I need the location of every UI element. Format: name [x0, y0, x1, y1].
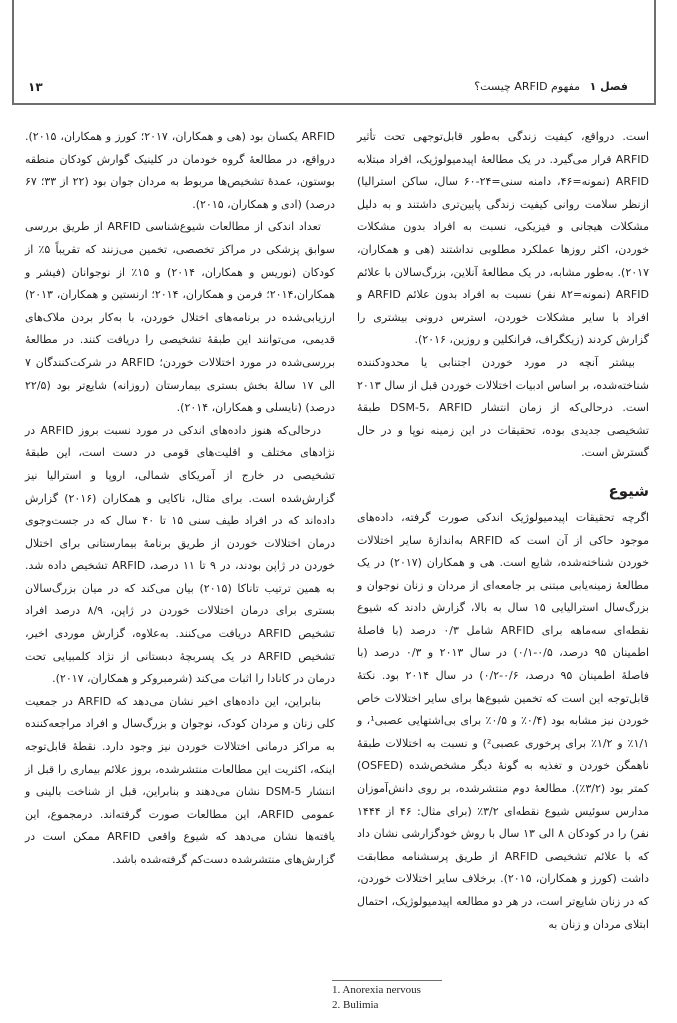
body-paragraph: اگرچه تحقیقات اپیدمیولوژیک اندکی صورت گرفته، داده‌های موجود حاکی از آن است که ARFID به‌اندازهٔ سایر اختلالات خوردن شناخته‌شده، شایع است. هی و همکاران (۲۰۱۷) در یک مطالعهٔ زمینه‌یابی مبتنی بر جامعه‌ای از مردان و زنان نوجوان و بزرگ‌سال استرالیایی ۱۵ سال به بالا، گزارش دادند که شیوع نقطه‌ای سه‌ماهه برای ARFID شامل ۰/۳ درصد (با فاصلهٔ اطمینان ۹۵ درصد، ۰/۵-۰/۱) در سال ۲۰۱۳ و ۰/۳ درصد (با فاصلهٔ اطمینان ۹۵ درصد، ۰/۶-۰/۲) در سال ۲۰۱۴ بود. نکتهٔ قابل‌توجه این است که تخمین شیوع‌ها برای سایر اختلالات خاص خوردن نیز مشابه بود (۰/۴٪ و ۰/۵٪ برای بی‌اشتهایی عصبی¹، و ۱/۱٪ و ۱/۲٪ برای پرخوری عصبی²) و نسبت به اختلالات طبقهٔ ناهمگن خوردن و تغذیه به گونهٔ دیگر مشخص‌شده (OSFED) کمتر بود (۳/۲٪). مطالعهٔ دوم منتشرشده، بر روی دانش‌آموزان مدارس سوئیس شیوع نقطه‌ای ۳/۲٪ (برای مثال: ۴۶ از ۱۴۴۴ نفر) را در کودکان ۸ الی ۱۳ سال با روش خودگزارشی نشان داد که با علائم تشخیصی ARFID از طریق پرسشنامه مطابقت داشت (کورز و همکاران، ۲۰۱۵). برخلاف سایر اختلالات خوردن، که در زنان شایع‌تر است، در هر دو مطالعه اپیدمیولوژیک، احتمال ابتلای مردان و زنان به: [357, 510, 650, 931]
section-heading-prevalence: شیوع: [608, 481, 649, 500]
page-number: ۱۳: [28, 80, 43, 94]
body-paragraph: بنابراین، این داده‌های اخیر نشان می‌دهد که ARFID در جمعیت کلی زنان و مردان کودک، نوجوان و بزرگ‌سال و افراد مراجعه‌کننده به مراکز درمانی اختلالات خوردن نیز وجود دارد. نقطهٔ قابل‌توجه اینکه، اکثریت این مطالعات منتشرشده، بروز علائم بیماری را قبل از انتشار DSM-5 نشان می‌دهند و بنابراین، قبل از شناخت بالینی و عمومی ARFID، این مطالعات صورت گرفته‌اند. درمجموع، این یافته‌ها نشان می‌دهد که شیوع واقعی ARFID ممکن است در گزارش‌های منتشرشده دست‌کم گرفته‌شده باشد.: [25, 694, 335, 866]
page-frame-left: [12, 0, 14, 104]
body-paragraph: ARFID یکسان بود (هی و همکاران، ۲۰۱۷؛ کورز و همکاران، ۲۰۱۵). درواقع، در مطالعهٔ گروه خودمان در کلینیک گوارش کودکان منطقه بوستون، عمدهٔ تشخیص‌ها مربوط به مردان جوان بود (۲۲ از ۳۳؛ ۶۷ درصد) (ادی و همکاران، ۲۰۱۵).: [25, 130, 335, 211]
body-paragraph: است. درواقع، کیفیت زندگی به‌طور قابل‌توجهی تحت تأثیر ARFID قرار می‌گیرد. در یک مطالعهٔ اپیدمیولوژیک، افراد مبتلابه ARFID (نمونه=۴۶، دامنه سنی=۲۴-۶۰ سال، ساکن استرالیا) ازنظر سلامت روانی کیفیت زندگی پایین‌تری داشتند و به دلیل مشکلات هیجانی و فیزیکی، نسبت به افراد بدون مشکلات خوردن، اکثر روزها عملکرد مطلوبی نداشتند (هی و همکاران، ۲۰۱۷). به‌طور مشابه، در یک مطالعهٔ آنلاین، بزرگ‌سالان با علائم ARFID (نمونه=۸۲ نفر) نسبت به افراد بدون علائم ARFID و افراد با سایر مشکلات خوردن، استرس درونی بیشتری را گزارش کردند (زیکگراف، فرانکلین و روزین، ۲۰۱۶).: [357, 130, 650, 347]
body-paragraph: تعداد اندکی از مطالعات شیوع‌شناسی ARFID از طریق بررسی سوابق پزشکی در مراکز تخصصی، تخمین می‌زنند که تقریباً ۵٪ از کودکان (نوریس و همکاران، ۲۰۱۴) و ۱۵٪ از نوجوانان (فیشر و همکاران،۲۰۱۴؛ فرمن و همکاران، ۲۰۱۴؛ ارنستین و همکاران، ۲۰۱۳) ارزیابی‌شده در برنامه‌های اختلال خوردن، با به‌کار بردن ملاک‌های قدیمی، می‌توانند این طبقهٔ تشخیصی را دریافت کنند. در مطالعهٔ بررسی‌شده در مورد اختلالات خوردن؛ ARFID در شرکت‌کنندگان ۷ الی ۱۷ سالهٔ بخش بستری بیمارستان (روزانه) شایع‌تر بود (۲۲/۵ درصد) (نایسلی و همکاران، ۲۰۱۴).: [25, 220, 336, 415]
footnote-item: 2. Bulimia: [332, 999, 379, 1011]
footnote-separator: [332, 980, 442, 981]
chapter-title: [474, 80, 628, 93]
footnote-item: 1. Anorexia nervous: [332, 984, 421, 996]
right-column: [357, 126, 649, 936]
left-column: [25, 126, 335, 872]
footnotes: [332, 983, 652, 1013]
page-frame-right: [654, 0, 656, 104]
chapter-label: فصل ۱: [589, 80, 628, 93]
chapter-subtitle: مفهوم ARFID چیست؟: [474, 80, 581, 93]
header-rule: [12, 103, 656, 105]
running-header: [28, 80, 628, 98]
body-paragraph: بیشتر آنچه در مورد خوردن اجتنابی یا محدودکننده شناخته‌شده، بر اساس ادبیات اختلالات خوردن قبل از سال ۲۰۱۳ است. درحالی‌که از زمان انتشار DSM-5، ARFID طبقهٔ تشخیصی جدیدی بوده، تحقیقات در این زمینه نوپا و در حال گسترش است.: [357, 355, 649, 460]
body-paragraph: درحالی‌که هنوز داده‌های اندکی در مورد نسبت بروز ARFID در نژادهای مختلف و اقلیت‌های قومی در دست است، این طبقهٔ تشخیصی در خارج از آمریکای شمالی، اروپا و استرالیا نیز گزارش‌شده است. برای مثال، ناکایی و همکاران (۲۰۱۶) گزارش داده‌اند که در افراد طیف سنی ۱۵ تا ۴۰ سال که در جست‌وجوی درمان اختلالات خوردن از طریق برنامهٔ بیمارستانی برای اختلال خوردن در ژاپن بودند، در ۹ تا ۱۱ درصد، ARFID تشخیص داده شد. به همین ترتیب تاناکا (۲۰۱۵) بیان می‌کند که در میان بزرگ‌سالان بستری برای درمان اختلالات خوردن در ژاپن، ۸/۹ درصد افراد تشخیص ARFID دریافت می‌کنند. به‌علاوه، گزارش موردی اخیر، تشخیص ARFID در یک پسربچهٔ دبستانی از نژاد کلمبیایی تحت درمان در کانادا را اثبات می‌کند (شرمبروکر و همکاران، ۲۰۱۷).: [25, 423, 335, 686]
